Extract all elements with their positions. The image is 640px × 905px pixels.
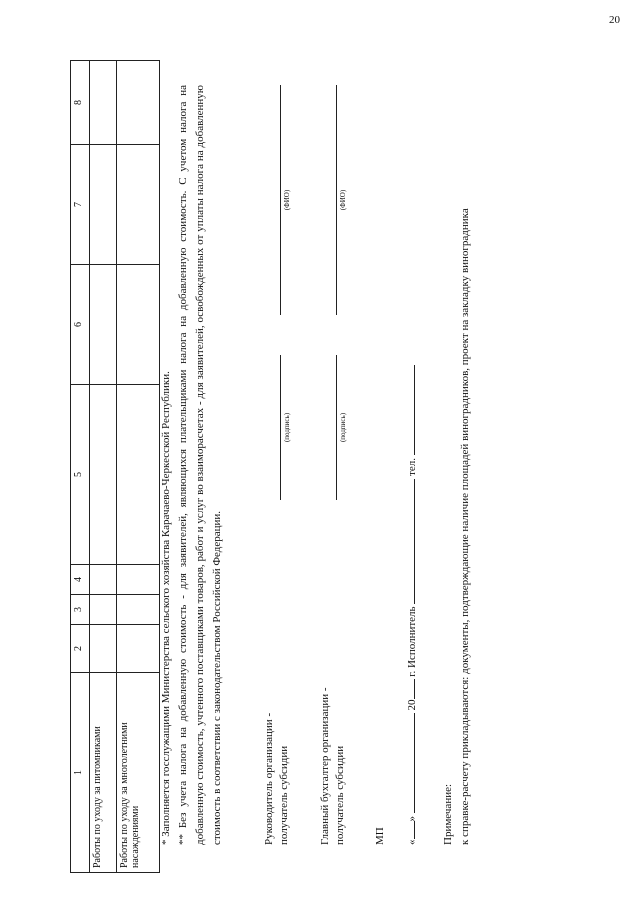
table-header-row bbox=[71, 61, 90, 873]
quote-close: » bbox=[406, 816, 418, 822]
column-header: 2 bbox=[71, 625, 90, 673]
head-fio-line bbox=[280, 85, 281, 315]
accountant-signature-hint: (подпись) bbox=[339, 412, 347, 443]
phone-label: тел. bbox=[406, 458, 418, 476]
column-header: 3 bbox=[71, 595, 90, 625]
table-row bbox=[90, 61, 117, 873]
table-cell bbox=[90, 61, 117, 145]
table-cell bbox=[117, 565, 160, 595]
column-header: 5 bbox=[71, 385, 90, 565]
accountant-fio-hint: (ФИО) bbox=[339, 189, 347, 211]
table-cell bbox=[90, 565, 117, 595]
remark-title: Примечание: bbox=[442, 783, 454, 845]
accountant-signature-line bbox=[336, 355, 337, 500]
remark-text: к справке-расчету прикладываются: документы, подтверждающие наличие площадей виноградников, проект на закладку виноградника bbox=[459, 208, 471, 845]
table-cell bbox=[117, 145, 160, 265]
remark bbox=[440, 85, 474, 845]
executor-label: г. Исполнитель bbox=[406, 606, 418, 677]
row-label: Работы по уходу за многолетними насаждениями bbox=[117, 673, 160, 873]
table-cell bbox=[90, 595, 117, 625]
stamp-placeholder: МП bbox=[374, 827, 386, 845]
footnote-1: * Заполняется госслужащими Министерства сельского хозяйства Карачаево-Черкесской Республики. bbox=[160, 371, 172, 845]
column-header: 6 bbox=[71, 265, 90, 385]
head-signature-label: Руководитель организации - получатель субсидии bbox=[263, 712, 290, 845]
accountant-fio-line bbox=[336, 85, 337, 315]
table-cell bbox=[117, 595, 160, 625]
quote-open: « bbox=[406, 839, 418, 845]
table-row bbox=[117, 61, 160, 873]
table-cell bbox=[117, 61, 160, 145]
table-cell bbox=[90, 265, 117, 385]
column-header: 1 bbox=[71, 673, 90, 873]
column-header: 8 bbox=[71, 61, 90, 145]
subsidy-table bbox=[70, 60, 160, 873]
table-cell bbox=[117, 385, 160, 565]
table-cell bbox=[117, 625, 160, 673]
head-signature-line bbox=[280, 355, 281, 500]
column-header: 7 bbox=[71, 145, 90, 265]
column-header: 4 bbox=[71, 565, 90, 595]
page-number: 20 bbox=[609, 14, 620, 26]
row-label: Работы по уходу за питомниками bbox=[90, 673, 117, 873]
table-cell bbox=[90, 145, 117, 265]
table-cell bbox=[90, 385, 117, 565]
head-signature-hint: (подпись) bbox=[283, 412, 291, 443]
footnotes bbox=[158, 85, 226, 845]
head-fio-hint: (ФИО) bbox=[283, 189, 291, 211]
table-cell bbox=[90, 625, 117, 673]
accountant-signature-label: Главный бухгалтер организации - получатель субсидии bbox=[319, 687, 346, 845]
footnote-2: ** Без учета налога на добавленную стоимость - для заявителей, являющихся плательщиками налога на добавленную стоимость. С учетом налога на добавленную стоимость, учтенного поставщиками товаров, работ и услуг во взаиморасчетах - для заявителей, освобожденных от уплаты налога на добавленную стоимость в соответствии с законодательством Российской Федерации. bbox=[177, 85, 223, 845]
date-line bbox=[404, 245, 421, 845]
table-cell bbox=[117, 265, 160, 385]
year-prefix: 20 bbox=[406, 699, 418, 711]
